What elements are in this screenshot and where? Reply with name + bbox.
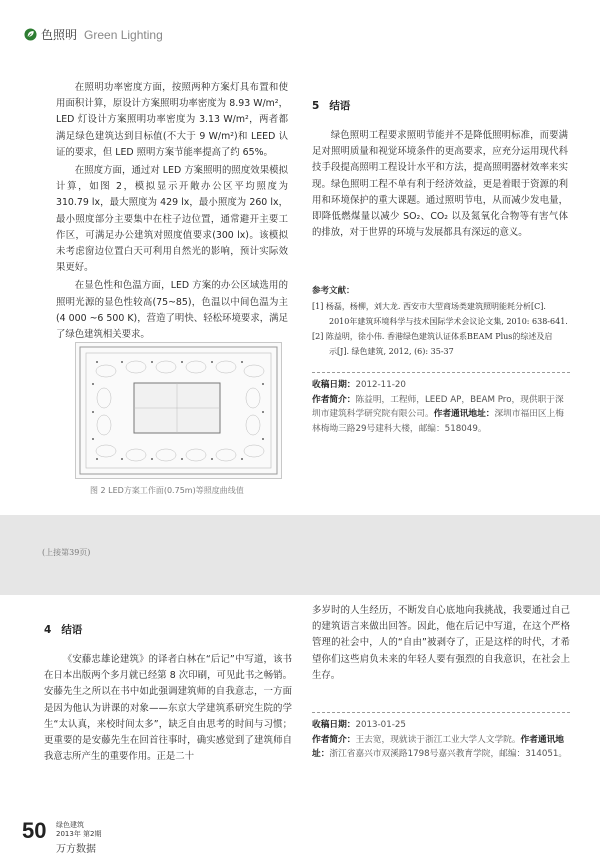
journal-issue: 2013年 第2期 [56, 829, 102, 838]
journal-info [56, 821, 102, 838]
header-title-en: Green Lighting [84, 27, 163, 42]
article-meta [312, 718, 570, 762]
references-list [312, 299, 570, 359]
received-line: 收稿日期：2012-11-20 [312, 380, 406, 390]
section-4-heading [44, 622, 82, 637]
paragraph: 多岁时的人生经历，不断发自心底地向我挑战，我要通过自己的建筑语言来做出回答。因此，他在后记中写道，在这个严格管理的社会中，人的“自由”被剥夺了，正是这样的时代，才希望你们这些肩负未来的年轻人要有强烈的自我意识，在社会上生存。 [312, 605, 570, 681]
bottom-left-column [44, 652, 292, 765]
author-line: 作者简介：王去宽，现就读于浙江工业大学人文学院。作者通讯地址：浙江省嘉兴市双溪路1798号嘉兴教育学院，邮编：314051。 [312, 734, 568, 759]
divider [312, 712, 570, 713]
floor-plan-drawing [76, 343, 281, 478]
section-5-heading [312, 98, 350, 113]
section-number: 4 [44, 624, 52, 636]
bottom-right-column [312, 603, 570, 684]
paragraph: 在显色性和色温方面，LED 方案的办公区域选用的照明光源的显色性较高(75~85)，色温以中间色温为主(4 000 ~6 500 K)，营造了明快、轻松环境要求，满足了绿色建筑相关要求。 [56, 280, 288, 341]
received-line: 收稿日期：2013-01-25 [312, 720, 406, 730]
paragraph: 在照度方面，通过对 LED 方案照明的照度效果模拟计算，如图 2，模拟显示开敞办公区平均照度为 310.79 lx，最大照度为 429 lx，最小照度为 260 lx，最小照度部分主要集中在柱子边位置，通常避开主要工作区，可满足办公建筑对照度值要求(300 lx)。该模拟未考虑窗边位置白天可利用自然光的影响，预计实际效果更好。 [56, 165, 288, 274]
references-heading: 参考文献： [312, 286, 355, 296]
watermark: 万方数据 [56, 844, 96, 855]
page-header [24, 26, 163, 43]
leaf-icon [24, 28, 37, 41]
header-title-cn: 色照明 [41, 28, 78, 42]
paragraph: 在照明功率密度方面，按照两种方案灯具布置和使用面积计算，原设计方案照明功率密度为 8.93 W/m²，LED 灯设计方案照明功率密度为 3.13 W/m²，两者都满足绿色建筑达到目标值(不大于 9 W/m²)和 LEED 认证的要求，但 LED 照明方案节能率提高了约 65%。 [56, 82, 288, 158]
divider [312, 372, 570, 373]
left-column [56, 80, 288, 343]
figure-2-isolux-plan [75, 342, 282, 479]
section-title: 结语 [61, 624, 83, 636]
continued-note: (上接第39页) [42, 548, 91, 557]
right-column [312, 128, 568, 241]
separator-band [0, 515, 600, 595]
article-meta [312, 378, 570, 436]
page-number: 50 [22, 818, 47, 843]
section-number: 5 [312, 100, 320, 112]
author-line: 作者简介：陈益明，工程师，LEED AP，BEAM Pro，现供职于深圳市建筑科学研究院有限公司。作者通讯地址：深圳市福田区上梅林梅坳三路29号建科大楼，邮编：518049。 [312, 394, 564, 434]
paragraph: 《安藤忠雄论建筑》的译者白林在“后记”中写道，该书在日本出版两个多月就已经第 8 次印刷，可见此书之畅销。安藤先生之所以在书中如此强调建筑师的自我意志，一方面是因为他认为讲课的对象——东京大学建筑系研究生院的学生“太认真，来校时间太多”，缺乏自由思考的时间与习惯；更重要的是安藤先生在回首往事时，确实感觉到了建筑师自我意志所产生的重要作用。正是二十 [44, 654, 292, 763]
reference-item: [1] 杨磊，杨柳，刘大龙. 西安市大型商场类建筑照明能耗分析[C]. 2010年建筑环境科学与技术国际学术会议论文集, 2010: 638-641. [312, 302, 568, 326]
paragraph: 绿色照明工程要求照明节能并不是降低照明标准，而要满足对照明质量和视觉环境条件的更高要求，应充分运用现代科技手段提高照明工程设计水平和方法，提高照明器材效率来实现。绿色照明工程不单有利于经济效益，更是着眼于资源的利用和环境保护的重大课题。通过照明节电，从而减少发电量，即降低燃煤量以减少 SO₂、CO₂ 以及氮氧化合物等有害气体的排放，对于世界的环境与发展都具有深远的意义。 [312, 130, 568, 239]
section-title: 结语 [329, 100, 351, 112]
journal-name: 绿色建筑 [56, 821, 84, 829]
reference-item: [2] 陈益明，徐小伟. 香港绿色建筑认证体系BEAM Plus的综述及启 示[J]. 绿色建筑, 2012, (6): 35-37 [312, 332, 553, 356]
figure-caption: 图 2 LED方案工作面(0.75m)等照度曲线值 [90, 486, 244, 495]
